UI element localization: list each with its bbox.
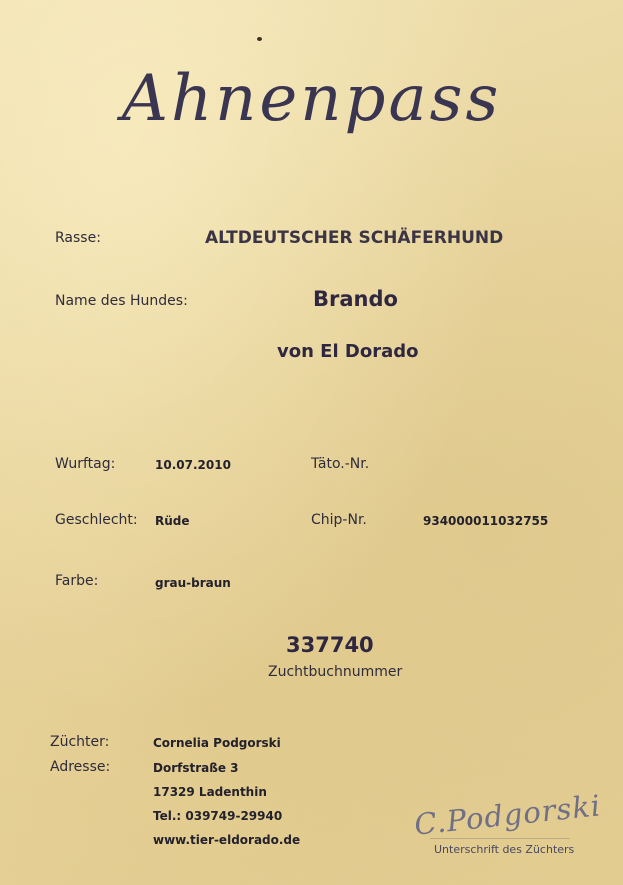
- breeder-signature: C.Podgorski: [412, 788, 603, 842]
- studbook-label: Zuchtbuchnummer: [268, 664, 403, 680]
- sex-value: Rüde: [155, 514, 190, 528]
- studbook-number: 337740: [286, 633, 374, 657]
- breed-label: Rasse:: [55, 230, 101, 246]
- kennel-name: von El Dorado: [277, 341, 419, 362]
- document-title: Ahnenpass: [121, 62, 502, 136]
- signature-caption: Unterschrift des Züchters: [434, 843, 575, 856]
- birth-label: Wurftag:: [55, 456, 116, 472]
- breeder-city: 17329 Ladenthin: [153, 785, 267, 799]
- breeder-name: Cornelia Podgorski: [153, 736, 281, 750]
- color-label: Farbe:: [55, 573, 99, 589]
- dog-name: Brando: [313, 287, 398, 311]
- tattoo-label: Täto.-Nr.: [311, 456, 370, 472]
- breeder-phone: Tel.: 039749-29940: [153, 809, 283, 823]
- birth-value: 10.07.2010: [155, 458, 231, 472]
- dog-name-label: Name des Hundes:: [55, 293, 188, 309]
- breeder-street: Dorfstraße 3: [153, 761, 239, 775]
- sex-label: Geschlecht:: [55, 512, 138, 528]
- chip-label: Chip-Nr.: [311, 512, 367, 528]
- address-label: Adresse:: [50, 759, 111, 775]
- breeder-label: Züchter:: [50, 734, 110, 750]
- color-value: grau-braun: [155, 576, 231, 590]
- breed-value: ALTDEUTSCHER SCHÄFERHUND: [205, 228, 504, 248]
- ink-speck: [257, 37, 262, 41]
- breeder-website: www.tier-eldorado.de: [153, 833, 301, 847]
- chip-value: 934000011032755: [423, 514, 549, 528]
- signature-line: [430, 838, 570, 839]
